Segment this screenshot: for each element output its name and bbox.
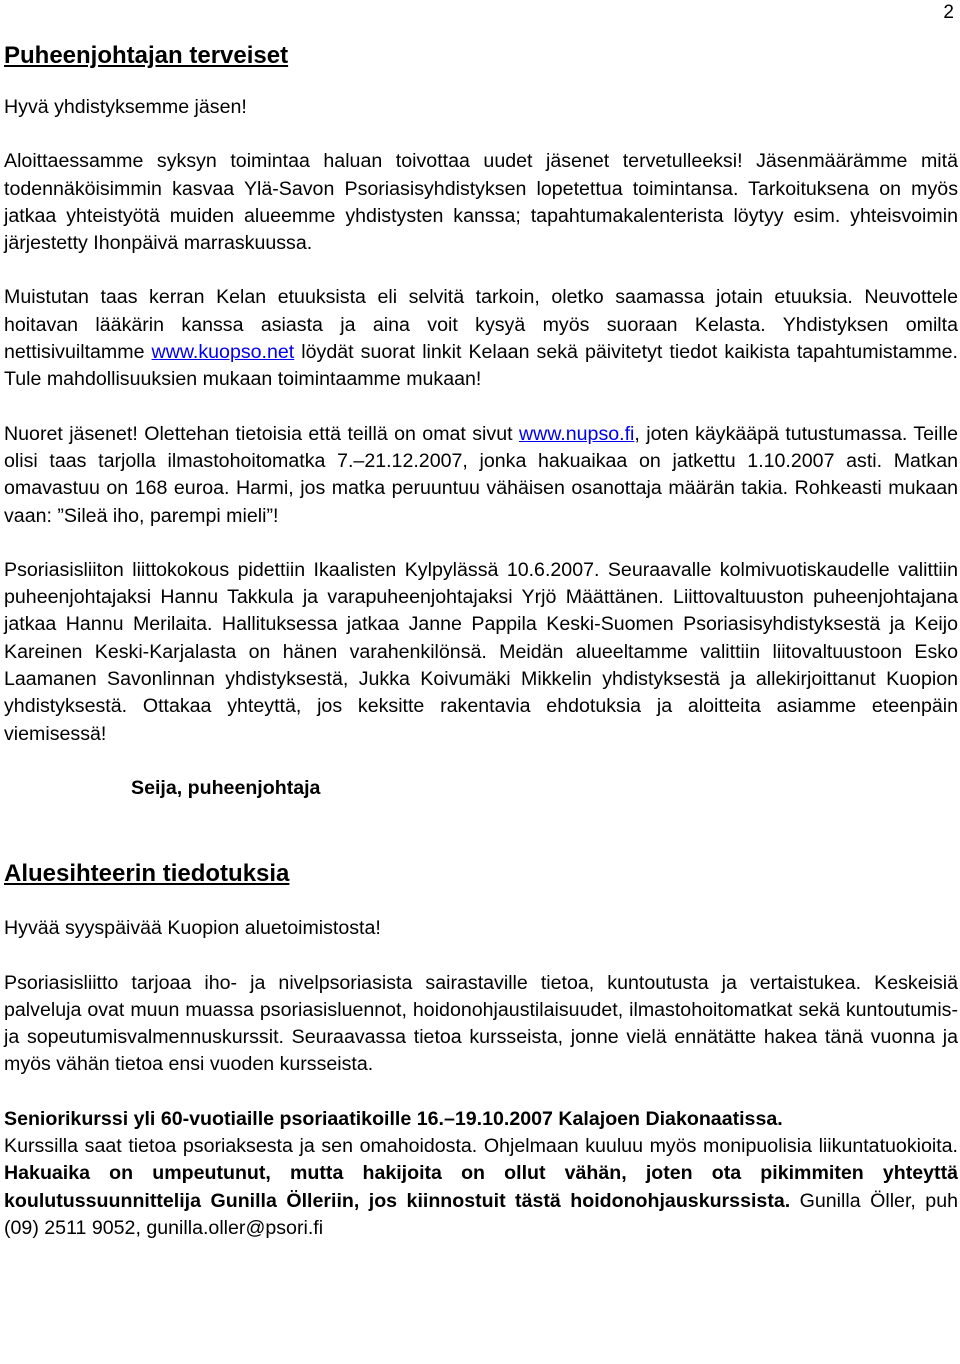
section-heading-secretary: Aluesihteerin tiedotuksia — [4, 860, 290, 888]
paragraph-youth-text-1: Nuoret jäsenet! Olettehan tietoisia että teillä on omat sivut — [4, 422, 519, 445]
paragraph-services: Psoriasisliitto tarjoaa iho- ja nivelpsoriasista sairastaville tietoa, kuntoutusta ja vertaistukea. Keskeisiä palveluja ovat muun muassa psoriasisluennot, hoidonohjaustilaisuudet, ilmastohoitomatkat sekä kuntoutumis- ja sopeutumisvalmennuskurssit. Seuraavassa tietoa kursseista, jonne vielä ennätätte hakea tänä vuonna ja myös vähän tietoa ensi vuoden kursseista. — [4, 971, 958, 1076]
paragraph-youth — [4, 421, 958, 530]
course-text-bold: Hakuaika on umpeutunut, mutta hakijoita on ollut vähän, joten ota pikimmiten yhteyttä koulutussuunnittelija Gunilla Ölleriin, jos kiinnostuit tästä hoidonohjauskurssista. — [4, 1162, 958, 1212]
paragraph-meeting: Psoriasisliiton liittokokous pidettiin Ikaalisten Kylpylässä 10.6.2007. Seuraavalle kolmivuotiskaudelle valittiin puheenjohtajaksi Hannu Takkula ja varapuheenjohtajaksi Yrjö Määttänen. Liittovaltuuston puheenjohtajana jatkaa Hannu Merilaita. Hallituksessa jatkaa Janne Pappila Keski-Suomen Psoriasisyhdistyksestä ja Keijo Kareinen Keski-Karjalasta on hänen varahenkilönsä. Meidän alueeltamme valittiin liitovaltuustoon Esko Laamanen Savonlinnan yhdistyksestä, Jukka Koivumäki Mikkelin yhdistyksestä ja allekirjoittanut Kuopion yhdistyksestä. Ottakaa yhteyttä, jos keksitte rakentavia ehdotuksia ja aloitteita asiamme eteenpäin viemisessä! — [4, 558, 958, 745]
greeting: Hyvä yhdistyksemme jäsen! — [4, 96, 247, 118]
course-title: Seniorikurssi yli 60-vuotiaille psoriaatikoille 16.–19.10.2007 Kalajoen Diakonaatissa. — [4, 1107, 783, 1130]
kuopso-link[interactable]: www.kuopso.net — [151, 341, 295, 364]
nupso-link[interactable]: www.nupso.fi — [518, 422, 635, 445]
signature: Seija, puheenjohtaja — [131, 776, 321, 799]
greeting-secretary: Hyvää syyspäivää Kuopion aluetoimistosta! — [4, 917, 381, 940]
document-body — [4, 40, 958, 1242]
course-description — [4, 1133, 958, 1242]
paragraph-kela — [4, 284, 958, 393]
section-heading-chairman: Puheenjohtajan terveiset — [4, 42, 289, 69]
paragraph-welcome: Aloittaessamme syksyn toimintaa haluan toivottaa uudet jäsenet tervetulleeksi! Jäsenmäärämme mitä todennäköisimmin kasvaa Ylä-Savon Psoriasisyhdistyksen lopetettua toimintansa. Tarkoituksena on myös jatkaa yhteistyötä muiden alueemme yhdistysten kanssa; tapahtumakalenterista löytyy esim. yhteisvoimin järjestetty Ihonpäivä marraskuussa. — [4, 150, 958, 255]
paragraph-kela-text-1: Muistutan taas kerran Kelan etuuksista eli selvitä tarkoin, oletko saamassa jotain etuuksia. Neuvottele hoitavan lääkärin kanssa asiasta ja aina voit kysyä myös suoraan Kelasta. Yhdistyksen omilta nettisivuiltamme — [4, 286, 958, 364]
page-number: 2 — [943, 2, 954, 23]
paragraph-kela-text-2: löydät suorat linkit Kelaan sekä päivitetyt tiedot kaikista tapahtumistamme. Tule mahdollisuuksien mukaan toimintaamme mukaan! — [4, 341, 958, 391]
course-contact: Gunilla Öller, puh (09) 2511 9052, gunilla.oller@psori.fi — [4, 1189, 958, 1239]
course-text-1: Kurssilla saat tietoa psoriaksesta ja sen omahoidosta. Ohjelmaan kuuluu myös monipuolisia liikuntatuokioita. — [4, 1135, 958, 1158]
paragraph-youth-text-2: , joten käykääpä tutustumassa. Teille olisi taas tarjolla ilmastohoitomatka 7.–21.12.2007, jonka hakuaikaa on jatkettu 1.10.2007 asti. Matkan omavastuu on 168 euroa. Harmi, jos matka peruuntuu vähäisen osanottaja määrän takia. Rohkeasti mukaan vaan: ”Sileä iho, parempi mieli”! — [4, 422, 959, 527]
